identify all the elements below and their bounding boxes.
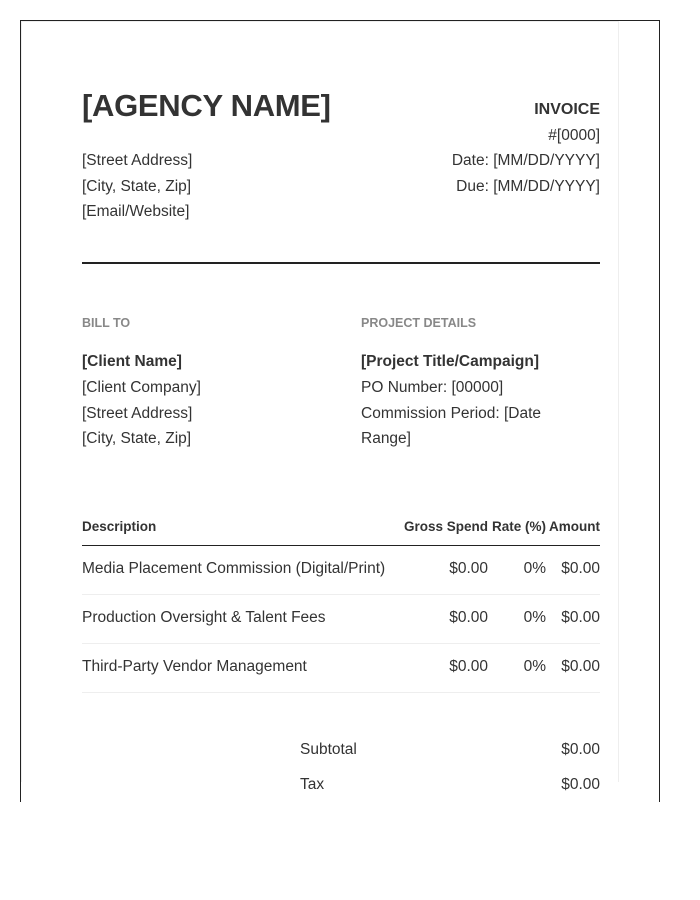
table-row-description: Production Oversight & Talent Fees xyxy=(82,609,326,626)
bill-to-label: BILL TO xyxy=(82,316,131,330)
agency-email: [Email/Website] xyxy=(82,203,190,220)
subtotal-label: Subtotal xyxy=(300,741,357,758)
col-description-header: Description xyxy=(82,519,157,534)
table-row-rate: 0% xyxy=(523,560,546,577)
col-gross-spend-header: Gross Spend xyxy=(403,519,488,534)
table-row-rate: 0% xyxy=(523,658,546,675)
po-number: PO Number: [00000] xyxy=(361,379,504,396)
client-city: [City, State, Zip] xyxy=(82,430,192,447)
table-row-gross: $0.00 xyxy=(449,658,488,675)
agency-name: [AGENCY NAME] xyxy=(82,88,331,123)
table-row-gross: $0.00 xyxy=(449,609,488,626)
project-title: [Project Title/Campaign] xyxy=(361,353,539,370)
table-row-amount: $0.00 xyxy=(561,560,600,577)
col-rate-header: Rate (%) xyxy=(491,519,546,534)
table-row-description: Third-Party Vendor Management xyxy=(82,658,307,675)
invoice-title: INVOICE xyxy=(534,101,600,118)
invoice-date: Date: [MM/DD/YYYY] xyxy=(451,152,600,169)
commission-period-cont: Range] xyxy=(361,430,411,447)
table-header-divider xyxy=(82,545,600,546)
agency-street: [Street Address] xyxy=(82,152,193,169)
client-company: [Client Company] xyxy=(82,379,201,396)
row-divider xyxy=(82,692,600,693)
table-row-amount: $0.00 xyxy=(561,609,600,626)
tax-label: Tax xyxy=(300,776,325,793)
invoice-number: #[0000] xyxy=(548,127,600,144)
client-street: [Street Address] xyxy=(82,405,193,422)
subtotal-value: $0.00 xyxy=(561,741,600,758)
row-divider xyxy=(82,643,600,644)
col-amount-header: Amount xyxy=(549,519,600,534)
table-row-rate: 0% xyxy=(523,609,546,626)
agency-city: [City, State, Zip] xyxy=(82,178,192,195)
table-row-gross: $0.00 xyxy=(449,560,488,577)
table-row-amount: $0.00 xyxy=(561,658,600,675)
tax-value: $0.00 xyxy=(561,776,600,793)
table-row-description: Media Placement Commission (Digital/Print) xyxy=(82,560,386,577)
project-details-label: PROJECT DETAILS xyxy=(361,316,477,330)
commission-period: Commission Period: [Date xyxy=(361,405,542,422)
header-divider xyxy=(82,262,600,264)
client-name: [Client Name] xyxy=(82,353,182,370)
invoice-due-date: Due: [MM/DD/YYYY] xyxy=(456,178,600,195)
row-divider xyxy=(82,594,600,595)
